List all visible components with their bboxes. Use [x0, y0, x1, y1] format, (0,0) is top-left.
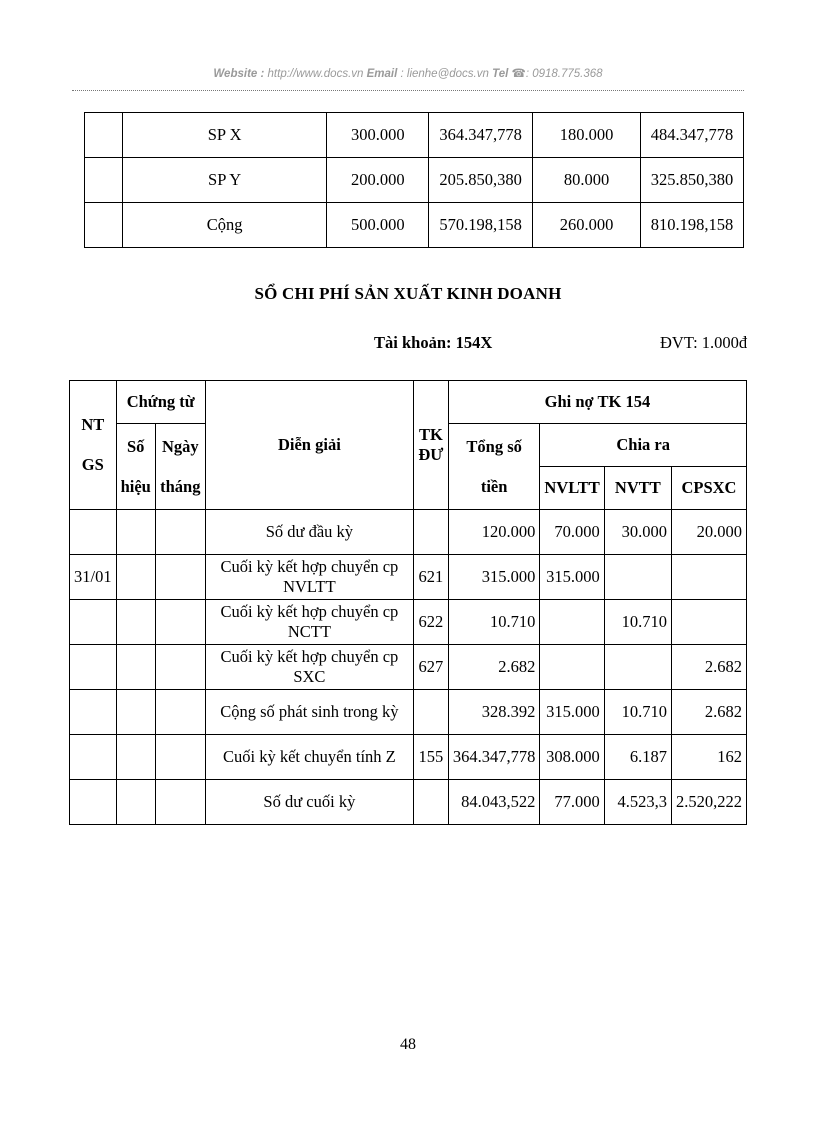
table-cell — [116, 555, 155, 600]
nvtt-cell: 4.523,3 — [604, 780, 671, 825]
product-name: Cộng — [122, 203, 326, 248]
nvltt-header: NVLTT — [540, 467, 604, 510]
table-row — [85, 158, 744, 203]
nvtt-cell: 10.710 — [604, 690, 671, 735]
table-cell — [155, 645, 205, 690]
cpsxc-cell: 162 — [671, 735, 746, 780]
email-address: : lienhe@docs.vn — [400, 68, 489, 80]
account-cell — [413, 690, 448, 735]
account-cell — [413, 780, 448, 825]
table-cell: 80.000 — [533, 158, 641, 203]
table-cell — [116, 510, 155, 555]
nvltt-cell — [540, 645, 604, 690]
description-cell: Cuối kỳ kết hợp chuyển cp SXC — [205, 645, 413, 690]
table-row — [85, 113, 744, 158]
table-cell: 180.000 — [533, 113, 641, 158]
nvltt-cell: 70.000 — [540, 510, 604, 555]
table-row — [70, 555, 747, 600]
total-cell: 328.392 — [448, 690, 540, 735]
table-cell — [85, 113, 123, 158]
nvtt-cell: 30.000 — [604, 510, 671, 555]
chia-ra-header: Chia ra — [540, 424, 747, 467]
description-cell: Số dư cuối kỳ — [205, 780, 413, 825]
nt-gs-header: NT GS — [70, 381, 117, 510]
table-cell: 484.347,778 — [641, 113, 744, 158]
account-cell — [413, 510, 448, 555]
date-cell — [70, 600, 117, 645]
cpsxc-cell: 2.682 — [671, 690, 746, 735]
table-row — [70, 780, 747, 825]
account-cell: 155 — [413, 735, 448, 780]
description-cell: Cuối kỳ kết chuyển tính Z — [205, 735, 413, 780]
header-divider — [72, 90, 744, 91]
table-cell — [155, 555, 205, 600]
tk-du-header: TK ĐƯ — [413, 381, 448, 510]
table-cell — [116, 600, 155, 645]
date-cell: 31/01 — [70, 555, 117, 600]
table-cell: 325.850,380 — [641, 158, 744, 203]
tel-label: Tel — [492, 68, 509, 80]
so-hieu-header: Số hiệu — [116, 424, 155, 510]
description-cell: Cuối kỳ kết hợp chuyển cp NVLTT — [205, 555, 413, 600]
table-cell — [116, 645, 155, 690]
cpsxc-header: CPSXC — [671, 467, 746, 510]
tong-so-tien-header: Tổng số tiền — [448, 424, 540, 510]
nvtt-cell — [604, 645, 671, 690]
product-name: SP X — [122, 113, 326, 158]
nvtt-cell — [604, 555, 671, 600]
cpsxc-cell: 2.682 — [671, 645, 746, 690]
table-cell — [85, 158, 123, 203]
table-cell: 260.000 — [533, 203, 641, 248]
total-cell: 2.682 — [448, 645, 540, 690]
description-cell: Số dư đầu kỳ — [205, 510, 413, 555]
dien-giai-header: Diễn giải — [205, 381, 413, 510]
table-cell: 810.198,158 — [641, 203, 744, 248]
table-row — [70, 735, 747, 780]
table-row — [70, 600, 747, 645]
table-row — [70, 510, 747, 555]
nvltt-cell — [540, 600, 604, 645]
total-cell: 10.710 — [448, 600, 540, 645]
table-cell — [155, 690, 205, 735]
table-row — [70, 645, 747, 690]
table-cell — [116, 735, 155, 780]
ledger-table — [69, 380, 747, 825]
email-label: Email — [366, 68, 398, 80]
description-cell: Cuối kỳ kết hợp chuyển cp NCTT — [205, 600, 413, 645]
table-row — [70, 690, 747, 735]
table-cell: 200.000 — [327, 158, 429, 203]
total-cell: 364.347,778 — [448, 735, 540, 780]
unit-label: ĐVT: 1.000đ — [660, 333, 748, 352]
account-cell: 622 — [413, 600, 448, 645]
nvtt-cell: 6.187 — [604, 735, 671, 780]
website-url: http://www.docs.vn — [267, 68, 364, 80]
cpsxc-cell: 2.520,222 — [671, 780, 746, 825]
total-cell: 84.043,522 — [448, 780, 540, 825]
chung-tu-header: Chứng từ — [116, 381, 205, 424]
date-cell — [70, 735, 117, 780]
table-cell: 570.198,158 — [429, 203, 533, 248]
ghi-no-header: Ghi nợ TK 154 — [448, 381, 746, 424]
nvltt-cell: 315.000 — [540, 555, 604, 600]
tel-number: : 0918.775.368 — [525, 68, 603, 80]
description-cell: Cộng số phát sinh trong kỳ — [205, 690, 413, 735]
phone-icon: ☎ — [511, 68, 526, 80]
account-cell: 627 — [413, 645, 448, 690]
table-cell: 300.000 — [327, 113, 429, 158]
nvltt-cell: 315.000 — [540, 690, 604, 735]
table-cell — [116, 780, 155, 825]
table-cell — [155, 600, 205, 645]
page-header — [0, 66, 816, 80]
website-label: Website : — [213, 68, 265, 80]
header-row — [70, 381, 747, 424]
nvltt-cell: 77.000 — [540, 780, 604, 825]
table-cell: 205.850,380 — [429, 158, 533, 203]
date-cell — [70, 645, 117, 690]
cpsxc-cell — [671, 600, 746, 645]
table-cell — [116, 690, 155, 735]
date-cell — [70, 780, 117, 825]
nvtt-cell: 10.710 — [604, 600, 671, 645]
table-cell: 364.347,778 — [429, 113, 533, 158]
page-number: 48 — [400, 1036, 416, 1053]
ledger-title: SỔ CHI PHÍ SẢN XUẤT KINH DOANH — [254, 284, 562, 303]
date-cell — [70, 510, 117, 555]
cpsxc-cell: 20.000 — [671, 510, 746, 555]
product-name: SP Y — [122, 158, 326, 203]
account-label: Tài khoản: 154X — [374, 333, 493, 352]
table-cell — [155, 735, 205, 780]
account-cell: 621 — [413, 555, 448, 600]
nvltt-cell: 308.000 — [540, 735, 604, 780]
summary-table — [84, 112, 744, 248]
ngay-thang-header: Ngày tháng — [155, 424, 205, 510]
table-cell — [155, 510, 205, 555]
nvtt-header: NVTT — [604, 467, 671, 510]
table-cell — [155, 780, 205, 825]
table-row — [85, 203, 744, 248]
cpsxc-cell — [671, 555, 746, 600]
date-cell — [70, 690, 117, 735]
total-cell: 120.000 — [448, 510, 540, 555]
table-cell: 500.000 — [327, 203, 429, 248]
table-cell — [85, 203, 123, 248]
total-cell: 315.000 — [448, 555, 540, 600]
